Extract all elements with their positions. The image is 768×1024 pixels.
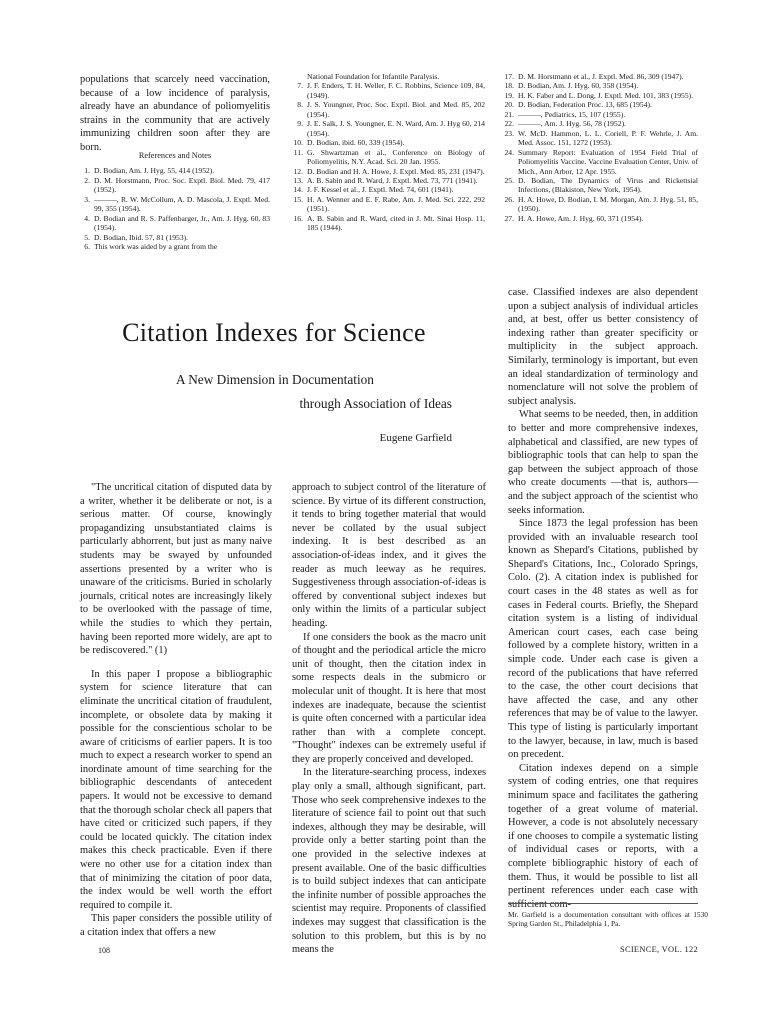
article-subtitle-line-2: through Association of Ideas — [299, 396, 452, 411]
reference-text: H. A. Wenner and E. F. Rabe, Am. J. Med. Sci. 222, 292 (1951). — [307, 194, 485, 214]
reference-item — [293, 100, 485, 119]
reference-number: 12. — [293, 166, 303, 176]
reference-number: 2. — [84, 175, 90, 185]
reference-item — [504, 100, 698, 109]
paragraph: Since 1873 the legal profession has been provided with an invaluable research tool known as Shepard's Citations, published by Shepard's Citations, Inc., Colorado Springs, Colo. (2). A citation index is published for court cases in the 48 states as well as for cases in Federal courts. Briefly, the Shepard citation system is a listing of individual American court cases, each case being followed by a complete history, written in a simple code. Under each case is given a record of the publications that have referred to the case, the other court decisions that have affected the case, and any other references that may be of value to the lawyer. This type of listing is particularly important to the lawyer, because, in law, much is based on precedent. — [508, 518, 698, 761]
reference-text: J. F. Kessel et al., J. Exptl. Med. 74, 601 (1941). — [307, 185, 454, 195]
reference-number: 4. — [84, 213, 90, 223]
reference-item — [293, 148, 485, 167]
paragraph: In the literature-searching process, indexes play only a small, although significant, part. Those who seek comprehensive indexes to the literature of science fail to point out that such indexes, although they may be desirable, will provide only a better starting point than the one provided in the selective indexes at present available. One of the basic difficulties is to build subject indexes that can anticipate the infinite number of possible approaches the scientist may require. Proponents of classified indexes may suggest that classification is the solution to this problem, but this is by no means the — [292, 767, 486, 956]
reference-number: 15. — [293, 194, 303, 204]
reference-number: 13. — [293, 175, 303, 185]
reference-item — [293, 167, 485, 176]
reference-item — [80, 242, 270, 251]
reference-item — [293, 195, 485, 214]
reference-text: J. S. Youngner, Proc. Soc. Exptl. Biol. and Med. 85, 202 (1954). — [307, 100, 485, 119]
reference-text: H. K. Faber and L. Dong, J. Exptl. Med. 101, 383 (1955). — [518, 90, 694, 100]
footnote-rule — [508, 903, 698, 904]
paragraph: This paper considers the possible utility of a citation index that offers a new — [80, 913, 272, 938]
paragraph: In this paper I propose a bibliographic system for science literature that can eliminate the uncritical citation of fraudulent, incomplete, or obsolete data by making it possible for the conscientious scholar to be aware of criticisms of earlier papers. It is too much to expect a research worker to spend an inordinate amount of time searching for the bibliographic descendants of antecedent papers. It would not be excessive to demand that the thorough scholar check all papers that have cited or criticized such papers, if they could be located quickly. The citation index makes this check practicable. Even if there were no other use for a citation index than that of minimizing the citation of poor data, the index would be well worth the effort required to compile it. — [80, 668, 272, 911]
reference-number: 17. — [504, 72, 514, 81]
reference-text: This work was aided by a grant from the — [94, 242, 218, 252]
reference-number: 6. — [84, 242, 90, 252]
reference-text: D. Bodian, Federation Proc. 13, 685 (1954). — [518, 100, 652, 110]
reference-text: D. Bodian and H. A. Howe, J. Exptl. Med. 85, 231 (1947). — [307, 166, 485, 176]
references-heading: References and Notes — [138, 151, 212, 160]
reference-item — [504, 129, 698, 148]
reference-number: 20. — [504, 100, 514, 110]
reference-item — [80, 233, 270, 242]
reference-item — [293, 138, 485, 147]
reference-text: H. A. Howe, Am. J. Hyg. 60, 371 (1954). — [518, 213, 644, 223]
references-col-2 — [293, 72, 485, 233]
reference-item — [293, 214, 485, 233]
reference-item — [293, 81, 485, 100]
body-column-right — [508, 286, 698, 911]
reference-item — [293, 185, 485, 194]
reference-item — [504, 195, 698, 214]
reference-item — [80, 166, 270, 175]
reference-item — [504, 110, 698, 119]
reference-number: 5. — [84, 232, 90, 242]
reference-number: 11. — [293, 147, 303, 157]
reference-number: 1. — [84, 166, 90, 176]
reference-text: D. Bodian and R. S. Paffenbarger, Jr., Am. J. Hyg. 60, 83 (1954). — [94, 213, 270, 233]
reference-item — [293, 72, 485, 81]
paragraph: If one considers the book as the macro unit of thought and the periodical article the micro unit of thought, then the citation index in some respects deals in the submicro or molecular unit of thought. It is here that most indexes are inadequate, because the scientist is quite often concerned with a particular idea rather than with a complete concept. "Thought" indexes can be extremely useful if they are properly conceived and developed. — [292, 631, 486, 765]
article-title: Citation Indexes for Science — [122, 318, 426, 347]
reference-text: D. Bodian, The Dynamics of Virus and Rickettsial Infections, (Blakiston, New York, 1954). — [518, 175, 698, 195]
reference-item — [80, 195, 270, 214]
reference-text: ———, R. W. McCollum, A. D. Mascola, J. Exptl. Med. 99, 355 (1954). — [94, 194, 270, 214]
reference-text: National Foundation for Infantile Paralysis. — [307, 72, 440, 81]
author-footnote: Mr. Garfield is a documentation consultant with offices at 1530 Spring Garden St., Philadelphia 1, Pa. — [508, 910, 708, 929]
paragraph: Citation indexes depend on a simple system of coding entries, one that requires minimum space and facilitates the gathering together of a great volume of material. However, a code is not absolutely necessary if one chooses to compile a systematic listing of individual cases or reports, with a complete bibliographic history of each of them. Thus, it would be possible to list all pertinent references under each case with sufficient com- — [508, 762, 698, 910]
reference-number: 8. — [297, 100, 303, 110]
paragraph: What seems to be needed, then, in addition to better and more comprehensive indexes, alphabetical and classified, are new types of bibliographic tools that can help to span the gap between the subject approach of those who create documents —that is, authors—and the subject approach of the scientist who seeks information. — [508, 409, 698, 516]
reference-text: H. A. Howe, D. Bodian, I. M. Morgan, Am. J. Hyg. 51, 85, (1950). — [518, 194, 698, 214]
reference-text: G. Shwartzman et al., Conference on Biology of Poliomyelitis, N.Y. Acad. Sci. 20 Jan. 1955. — [307, 147, 485, 167]
reference-number: 16. — [293, 213, 303, 223]
reference-text: Summary Report: Evaluation of 1954 Field Trial of Poliomyelitis Vaccine. Vaccine Evaluation Center, Univ. of Mich., Ann Arbor, 12 Apr. 1955. — [518, 147, 698, 176]
journal-name: SCIENCE, VOL. 122 — [620, 945, 698, 954]
reference-number: 10. — [293, 138, 303, 148]
reference-text: A. B. Sabin and R. Ward, J. Exptl. Med. 73, 771 (1941). — [307, 175, 478, 185]
paragraph: case. Classified indexes are also dependent upon a subject analysis of individual articles and, at best, offer us better consistency of indexing rather than greater specificity or multiplicity in the subject approach. Similarly, terminology is important, but even an ideal standardization of terminology and nomenclature will not solve the problem of subject analysis. — [508, 287, 698, 407]
body-column-middle — [292, 481, 486, 957]
reference-text: D. Bodian, Am. J. Hyg. 55, 414 (1952). — [94, 166, 215, 176]
reference-item — [504, 119, 698, 128]
reference-number: 24. — [504, 147, 514, 157]
article-subtitle-line-1: A New Dimension in Documentation — [176, 372, 374, 387]
references-col-3 — [504, 72, 698, 223]
paragraph: approach to subject control of the literature of science. By virtue of its different construction, it tends to bring together material that would never be collated by the usual subject indexing. It is best described as an association-of-ideas index, and it gives the reader as much leeway as he requires. Suggestiveness through association-of-ideas is offered by conventional subject indexes but only within the limits of a particular subject heading. — [292, 482, 486, 629]
reference-number: 22. — [504, 119, 514, 129]
reference-number: 3. — [84, 194, 90, 204]
reference-text: D. Bodian, Ibid. 57, 81 (1953). — [94, 232, 189, 242]
reference-text: W. McD. Hammon, L. L. Coriell, P. F. Wehrle, J. Am. Med. Assoc. 151, 1272 (1953). — [518, 128, 698, 148]
page-number: 108 — [98, 946, 110, 955]
paragraph: "The uncritical citation of disputed data by a writer, whether it be deliberate or not, is a serious matter. Of course, knowingly propagandizing unsubstantiated claims is particularly abhorrent, but just as many naive students may be swayed by unfounded assertions presented by a writer who is unaware of the criticisms. Buried in scholarly journals, critical notes are increasingly likely to be overlooked with the passage of time, while the studies to which they pertain, having been reported more widely, are apt to be rediscovered." (1) — [80, 482, 272, 657]
article-author: Eugene Garfield — [379, 432, 452, 444]
reference-number: 7. — [297, 81, 303, 91]
body-column-left — [80, 481, 272, 940]
reference-item — [293, 176, 485, 185]
reference-number: 9. — [297, 119, 303, 129]
reference-item — [504, 72, 698, 81]
reference-text: D. M. Horstmann, Proc. Soc. Exptl. Biol. Med. 79, 417 (1952). — [94, 175, 270, 195]
reference-text: J. E. Salk, J. S. Youngner, E. N. Ward, Am. J. Hyg 60, 214 (1954). — [307, 119, 485, 138]
reference-text: ———, Pediatrics, 15, 107 (1955). — [518, 109, 626, 119]
references-col-1 — [80, 142, 270, 252]
reference-text: D. Bodian, ibid. 60, 339 (1954). — [307, 138, 405, 148]
reference-number: 25. — [504, 175, 514, 185]
reference-number: 21. — [504, 109, 514, 119]
reference-item — [504, 91, 698, 100]
reference-number: 27. — [504, 213, 514, 223]
reference-item — [504, 176, 698, 195]
reference-text: D. M. Horstmann et al., J. Exptl. Med. 86, 309 (1947). — [518, 72, 684, 81]
reference-item — [293, 119, 485, 138]
reference-item — [504, 81, 698, 90]
reference-text: A. B. Sabin and R. Ward, cited in J. Mt. Sinai Hosp. 11, 185 (1944). — [307, 213, 485, 233]
reference-item — [504, 148, 698, 176]
reference-item — [80, 214, 270, 233]
reference-text: J. F. Enders, T. H. Weller, F. C. Robbins, Science 109, 84, (1949). — [307, 81, 485, 100]
intro-text: populations that scarcely need vaccination, because of a low incidence of paralysis, already have an abundance of poliomyelitis strains in the community that are actively immunizing children soon after they are born. — [80, 74, 270, 153]
reference-number: 14. — [293, 185, 303, 195]
reference-number: 23. — [504, 128, 514, 138]
reference-number: 19. — [504, 90, 514, 100]
reference-item — [80, 176, 270, 195]
reference-text: ———, Am. J. Hyg. 56, 78 (1952). — [518, 119, 626, 129]
reference-text: D. Bodian, Am. J. Hyg. 60, 358 (1954). — [518, 81, 639, 91]
reference-number: 18. — [504, 81, 514, 91]
reference-item — [504, 214, 698, 223]
reference-number: 26. — [504, 194, 514, 204]
